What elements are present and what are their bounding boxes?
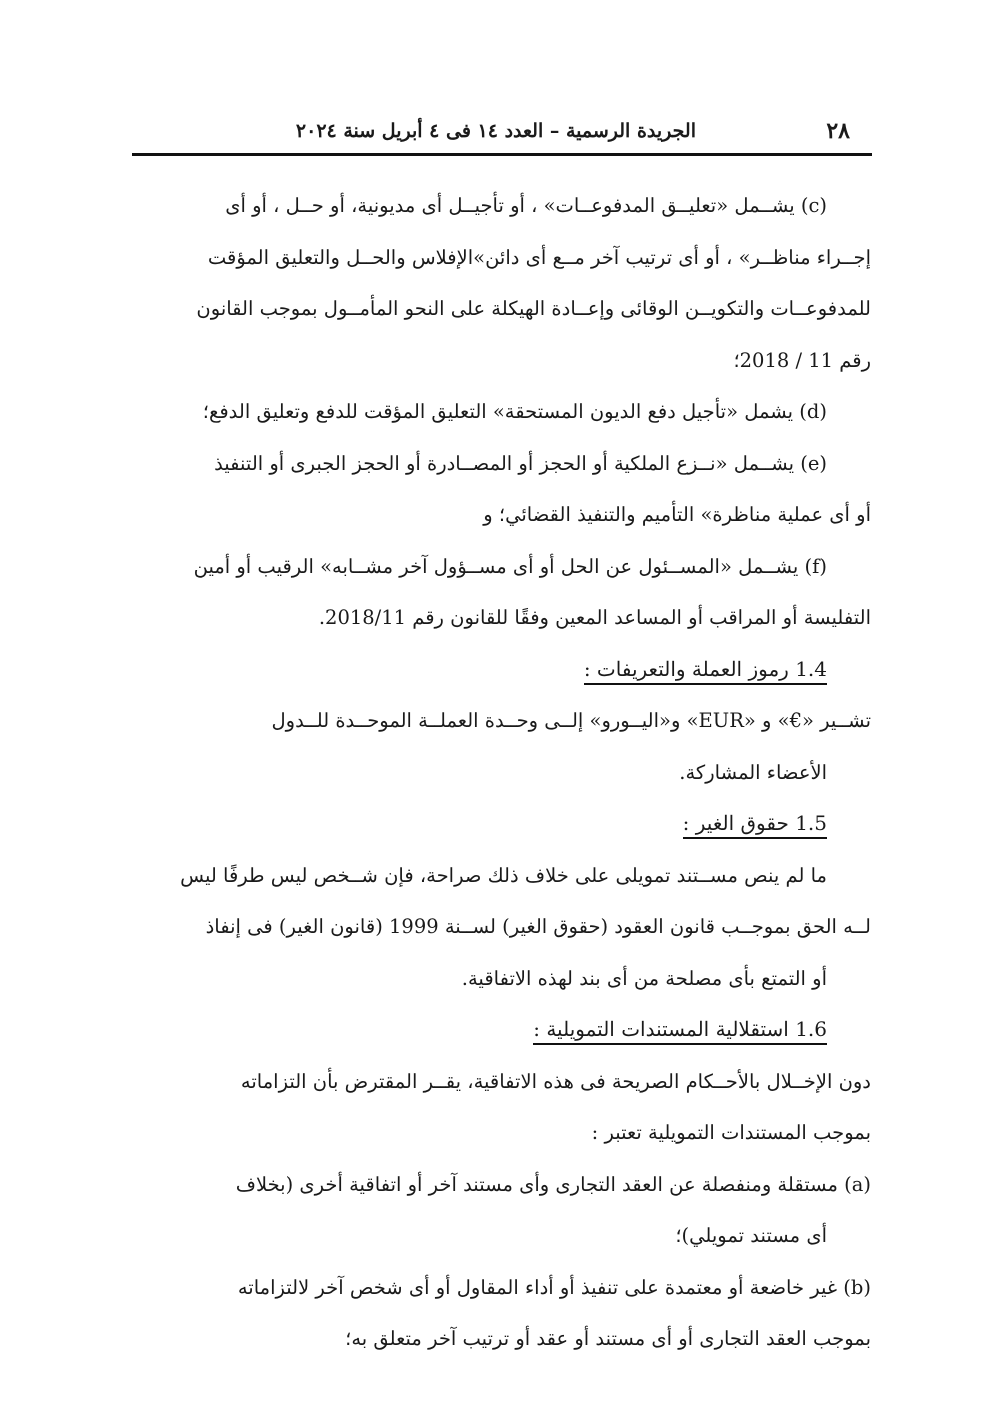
section-1-5-heading bbox=[133, 798, 871, 850]
clause-c-line: للمدفوعــات والتكويــن الوقائى وإعــادة الهيكلة على النحو المأمــول بموجب القانون bbox=[196, 297, 871, 320]
section-1-4-line: تشــير «€» و «EUR» و«اليــورو» إلــى وحــدة العملــة الموحــدة للــدول bbox=[271, 709, 871, 732]
section-1-5-line: ما لم ينص مســتند تمويلى على خلاف ذلك صراحة، فإن شــخص ليس طرفًا ليس bbox=[180, 863, 827, 887]
clause-e bbox=[133, 438, 871, 541]
section-1-4-body bbox=[133, 695, 871, 798]
document-body bbox=[133, 180, 871, 1365]
clause-f-line: التفليسة أو المراقب أو المساعد المعين وفقًا للقانون رقم 2018/11. bbox=[318, 606, 871, 629]
section-1-6-heading-text: 1.6 استقلالية المستندات التمويلية : bbox=[533, 1017, 827, 1045]
clause-e-line: أو أى عملية مناظرة» التأميم والتنفيذ القضائي؛ و bbox=[483, 503, 871, 526]
section-1-6-body bbox=[133, 1056, 871, 1159]
clause-a bbox=[133, 1159, 871, 1262]
page-number: ٢٨ bbox=[826, 118, 850, 144]
page-header bbox=[132, 112, 872, 152]
clause-c-line: (c) يشــمل «تعليــق المدفوعــات» ، أو تأجيــل أى مديونية، أو حــل ، أو أى bbox=[225, 194, 827, 217]
section-1-6-line: بموجب المستندات التمويلية تعتبر : bbox=[591, 1121, 871, 1144]
section-1-5-heading-text: 1.5 حقوق الغير : bbox=[683, 811, 827, 839]
section-1-5-body bbox=[133, 850, 871, 1005]
section-1-6-line: دون الإخــلال بالأحــكام الصريحة فى هذه الاتفاقية، يقــر المقترض بأن التزاماته bbox=[240, 1069, 871, 1093]
clause-c-line: رقم 11 / 2018؛ bbox=[733, 348, 871, 372]
section-1-4-heading bbox=[133, 644, 871, 696]
section-1-6-heading bbox=[133, 1004, 871, 1056]
clause-c bbox=[133, 180, 871, 386]
clause-b-line: بموجب العقد التجارى أو أى مستند أو عقد أو ترتيب آخر متعلق به؛ bbox=[345, 1327, 871, 1350]
clause-a-line: أى مستند تمويلي)؛ bbox=[675, 1224, 827, 1247]
clause-b-line: (b) غير خاضعة أو معتمدة على تنفيذ أو أداء المقاول أو أى شخص آخر لالتزاماته bbox=[237, 1275, 871, 1299]
clause-c-line: إجــراء مناظــر» ، أو أى ترتيب آخر مــع أى دائن»الإفلاس والحــل والتعليق المؤقت bbox=[207, 245, 871, 269]
clause-a-line: (a) مستقلة ومنفصلة عن العقد التجارى وأى مستند آخر أو اتفاقية أخرى (بخلاف bbox=[235, 1172, 871, 1196]
header-title: الجريدة الرسمية – العدد ١٤ فى ٤ أبريل سنة ٢٠٢٤ bbox=[295, 120, 696, 142]
clause-f bbox=[133, 541, 871, 644]
section-1-5-line: لــه الحق بموجــب قانون العقود (حقوق الغير) لســنة 1999 (قانون الغير) فى إنفاذ bbox=[205, 915, 871, 938]
clause-f-line: (f) يشــمل «المســئول عن الحل أو أى مســؤول آخر مشــابه» الرقيب أو أمين bbox=[193, 554, 827, 578]
clause-b bbox=[133, 1262, 871, 1365]
section-1-5-line: أو التمتع بأى مصلحة من أى بند لهذه الاتفاقية. bbox=[461, 966, 827, 990]
clause-e-line: (e) يشــمل «نــزع الملكية أو الحجز أو المصــادرة أو الحجز الجبرى أو التنفيذ bbox=[214, 451, 827, 475]
section-1-4-heading-text: 1.4 رموز العملة والتعريفات : bbox=[584, 657, 827, 685]
clause-d-line: (d) يشمل «تأجيل دفع الديون المستحقة» التعليق المؤقت للدفع وتعليق الدفع؛ bbox=[202, 400, 827, 423]
section-1-4-line: الأعضاء المشاركة. bbox=[679, 760, 827, 784]
clause-d bbox=[133, 386, 871, 438]
header-rule bbox=[132, 153, 872, 156]
